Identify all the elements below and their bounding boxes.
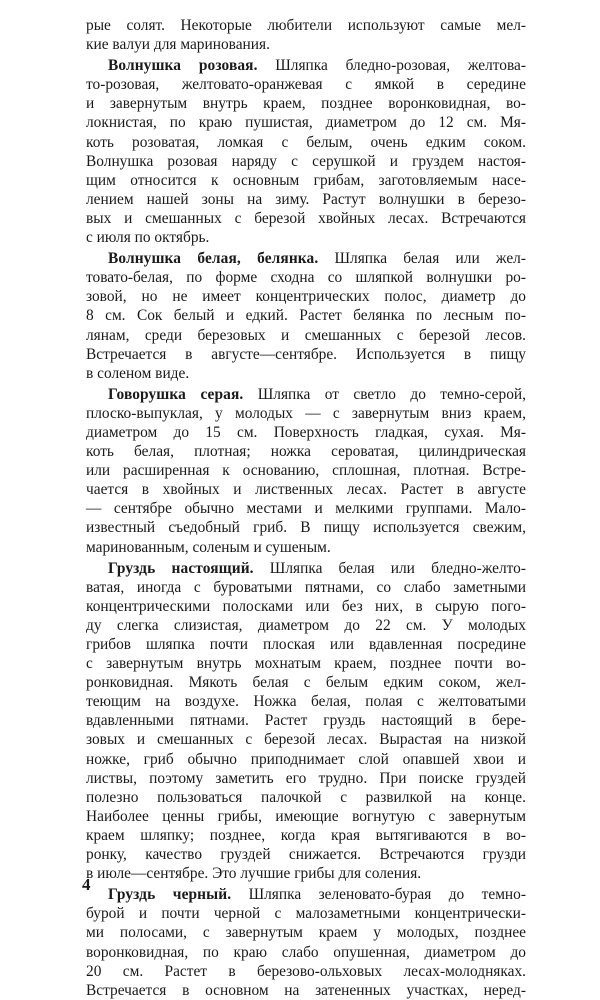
text-line: диаметром до 15 см. Поверхность гладкая, сухая. Мя- [86, 423, 526, 441]
text-line: грибов шляпка почти плоская или вдавленная посредине [86, 636, 526, 653]
text-line: ватая, иногда с буроватыми пятнами, со слабо заметными [86, 578, 526, 596]
text-line: бурой и почти черной с малозаметными концентрически- [86, 905, 526, 923]
text-line: рые солят. Некоторые любители используют самые мел- [86, 17, 526, 34]
text-line: ронку, качество груздей снижается. Встречаются грузди [86, 846, 526, 864]
text-line: краем шляпку; позднее, когда края вытягиваются в во- [86, 826, 526, 844]
text-line: зовой, но не имеет концентрических полос, диаметр до [86, 288, 526, 306]
text-line: коть белая, плотная; ножка сероватая, цилиндрическая [86, 443, 526, 461]
text-line: товато-белая, по форме сходна со шляпкой волнушки ро- [86, 269, 526, 287]
paragraph-term: Груздь настоящий. [108, 559, 254, 577]
text-line: листвы, поэтому заметить его трудно. При поиске груздей [86, 769, 526, 787]
text-line: Встречается в основном на затененных участках, неред- [86, 981, 526, 999]
text-line: с июля по октябрь. [86, 229, 210, 247]
text-line: ду слегка слизистая, диаметром до 22 см. У молодых [86, 616, 526, 634]
text-line: и завернутым внутрь краем, позднее воронковидная, во- [86, 95, 526, 113]
text-line: Волнушка розовая наряду с серушкой и груздем настоя- [86, 152, 526, 170]
paragraph-gruzd-chernyy [86, 885, 526, 1000]
text-line: чается в хвойных и лиственных лесах. Растет в августе [86, 481, 526, 499]
text-line: 8 см. Сок белый и едкий. Растет белянка по лесным по- [86, 307, 526, 325]
text-line: плоско-выпуклая, у молодых — с завернутым вниз краем, [86, 404, 526, 422]
text-line: Говорушка серая. Шляпка от светло до темно-серой, [108, 385, 526, 403]
text-line: Груздь черный. Шляпка зеленовато-бурая до темно- [108, 886, 526, 904]
page-text [86, 14, 526, 1000]
paragraph-term: Волнушка розовая. [108, 57, 258, 75]
text-line: известный съедобный гриб. В пищу используется свежим, [86, 519, 526, 537]
text-line: в соленом виде. [86, 364, 190, 382]
paragraph-volnushka-belaya [86, 249, 526, 383]
text-line: концентрическими полосками или без них, в сырую пого- [86, 597, 526, 615]
paragraph-term: Груздь черный. [108, 886, 232, 904]
paragraph-term: Говорушка серая. [108, 385, 244, 403]
text-line: то-розовая, желтовато-оранжевая с ямкой в середине [86, 76, 526, 94]
text-line: щим относится к основным грибам, заготовляемым насе- [86, 171, 526, 189]
text-line: маринованным, соленым и сушеным. [86, 538, 331, 556]
text-line: лянам, среди березовых и смешанных с березой лесов. [86, 326, 526, 344]
text-line: в июле—сентябре. Это лучшие грибы для соления. [86, 865, 422, 883]
text-line: ми полосами, с завернутым краем у молодых, позднее [86, 924, 526, 942]
text-line: Наиболее ценны грибы, имеющие вогнутую с завернутым [86, 807, 526, 825]
paragraph-gruzd-nastoyashchiy [86, 559, 526, 884]
text-line: Волнушка розовая. Шляпка бледно-розовая, желтова- [108, 57, 527, 75]
text-line: Груздь настоящий. Шляпка белая или бледно-желто- [108, 559, 526, 577]
text-line: теющим на воздухе. Ножка белая, полая с желтоватыми [86, 693, 526, 711]
text-line: — сентябре обычно местами и мелкими группами. Мало- [86, 500, 526, 518]
text-line: ножке, гриб обычно приподнимает слой опавшей хвои и [86, 750, 526, 768]
text-line: лением нашей зоны на зиму. Растут волнушки в березо- [86, 190, 526, 208]
text-line: полезно пользоваться палочкой с развилкой на конце. [86, 788, 526, 806]
text-line: с завернутым внутрь мохнатым краем, позднее почти во- [86, 655, 526, 673]
text-line: зовых и смешанных с березой лесах. Вырастая на низкой [86, 731, 526, 749]
paragraph-term: Волнушка белая, белянка. [108, 250, 319, 268]
page-number: 4 [82, 875, 91, 894]
paragraph-volnushka-rozovaya [86, 56, 526, 247]
paragraph-valui-end [86, 16, 526, 54]
text-line: кие валуи для маринования. [86, 36, 270, 54]
text-line: или расширенная к основанию, сплошная, плотная. Встре- [86, 462, 526, 480]
text-line: воронковидная, по краю слабо опушенная, диаметром до [86, 943, 526, 961]
text-line: коть розоватая, ломкая с белым, очень едким соком. [86, 133, 526, 151]
text-line: вых и смешанных с березой хвойных лесах. Встречаются [86, 209, 526, 227]
text-line: Встречается в августе—сентябре. Используется в пищу [86, 345, 526, 363]
text-line: локнистая, по краю пушистая, диаметром до 12 см. Мя- [86, 114, 526, 132]
text-line: 20 см. Растет в березово-ольховых лесах-молодняках. [86, 962, 526, 980]
text-line: ронковидная. Мякоть белая с белым едким соком, жел- [86, 674, 526, 692]
text-line: вдавленными пятнами. Растет груздь настоящий в бере- [86, 712, 526, 730]
paragraph-govorushka-seraya [86, 385, 526, 557]
text-line: Волнушка белая, белянка. Шляпка белая или жел- [108, 250, 526, 268]
